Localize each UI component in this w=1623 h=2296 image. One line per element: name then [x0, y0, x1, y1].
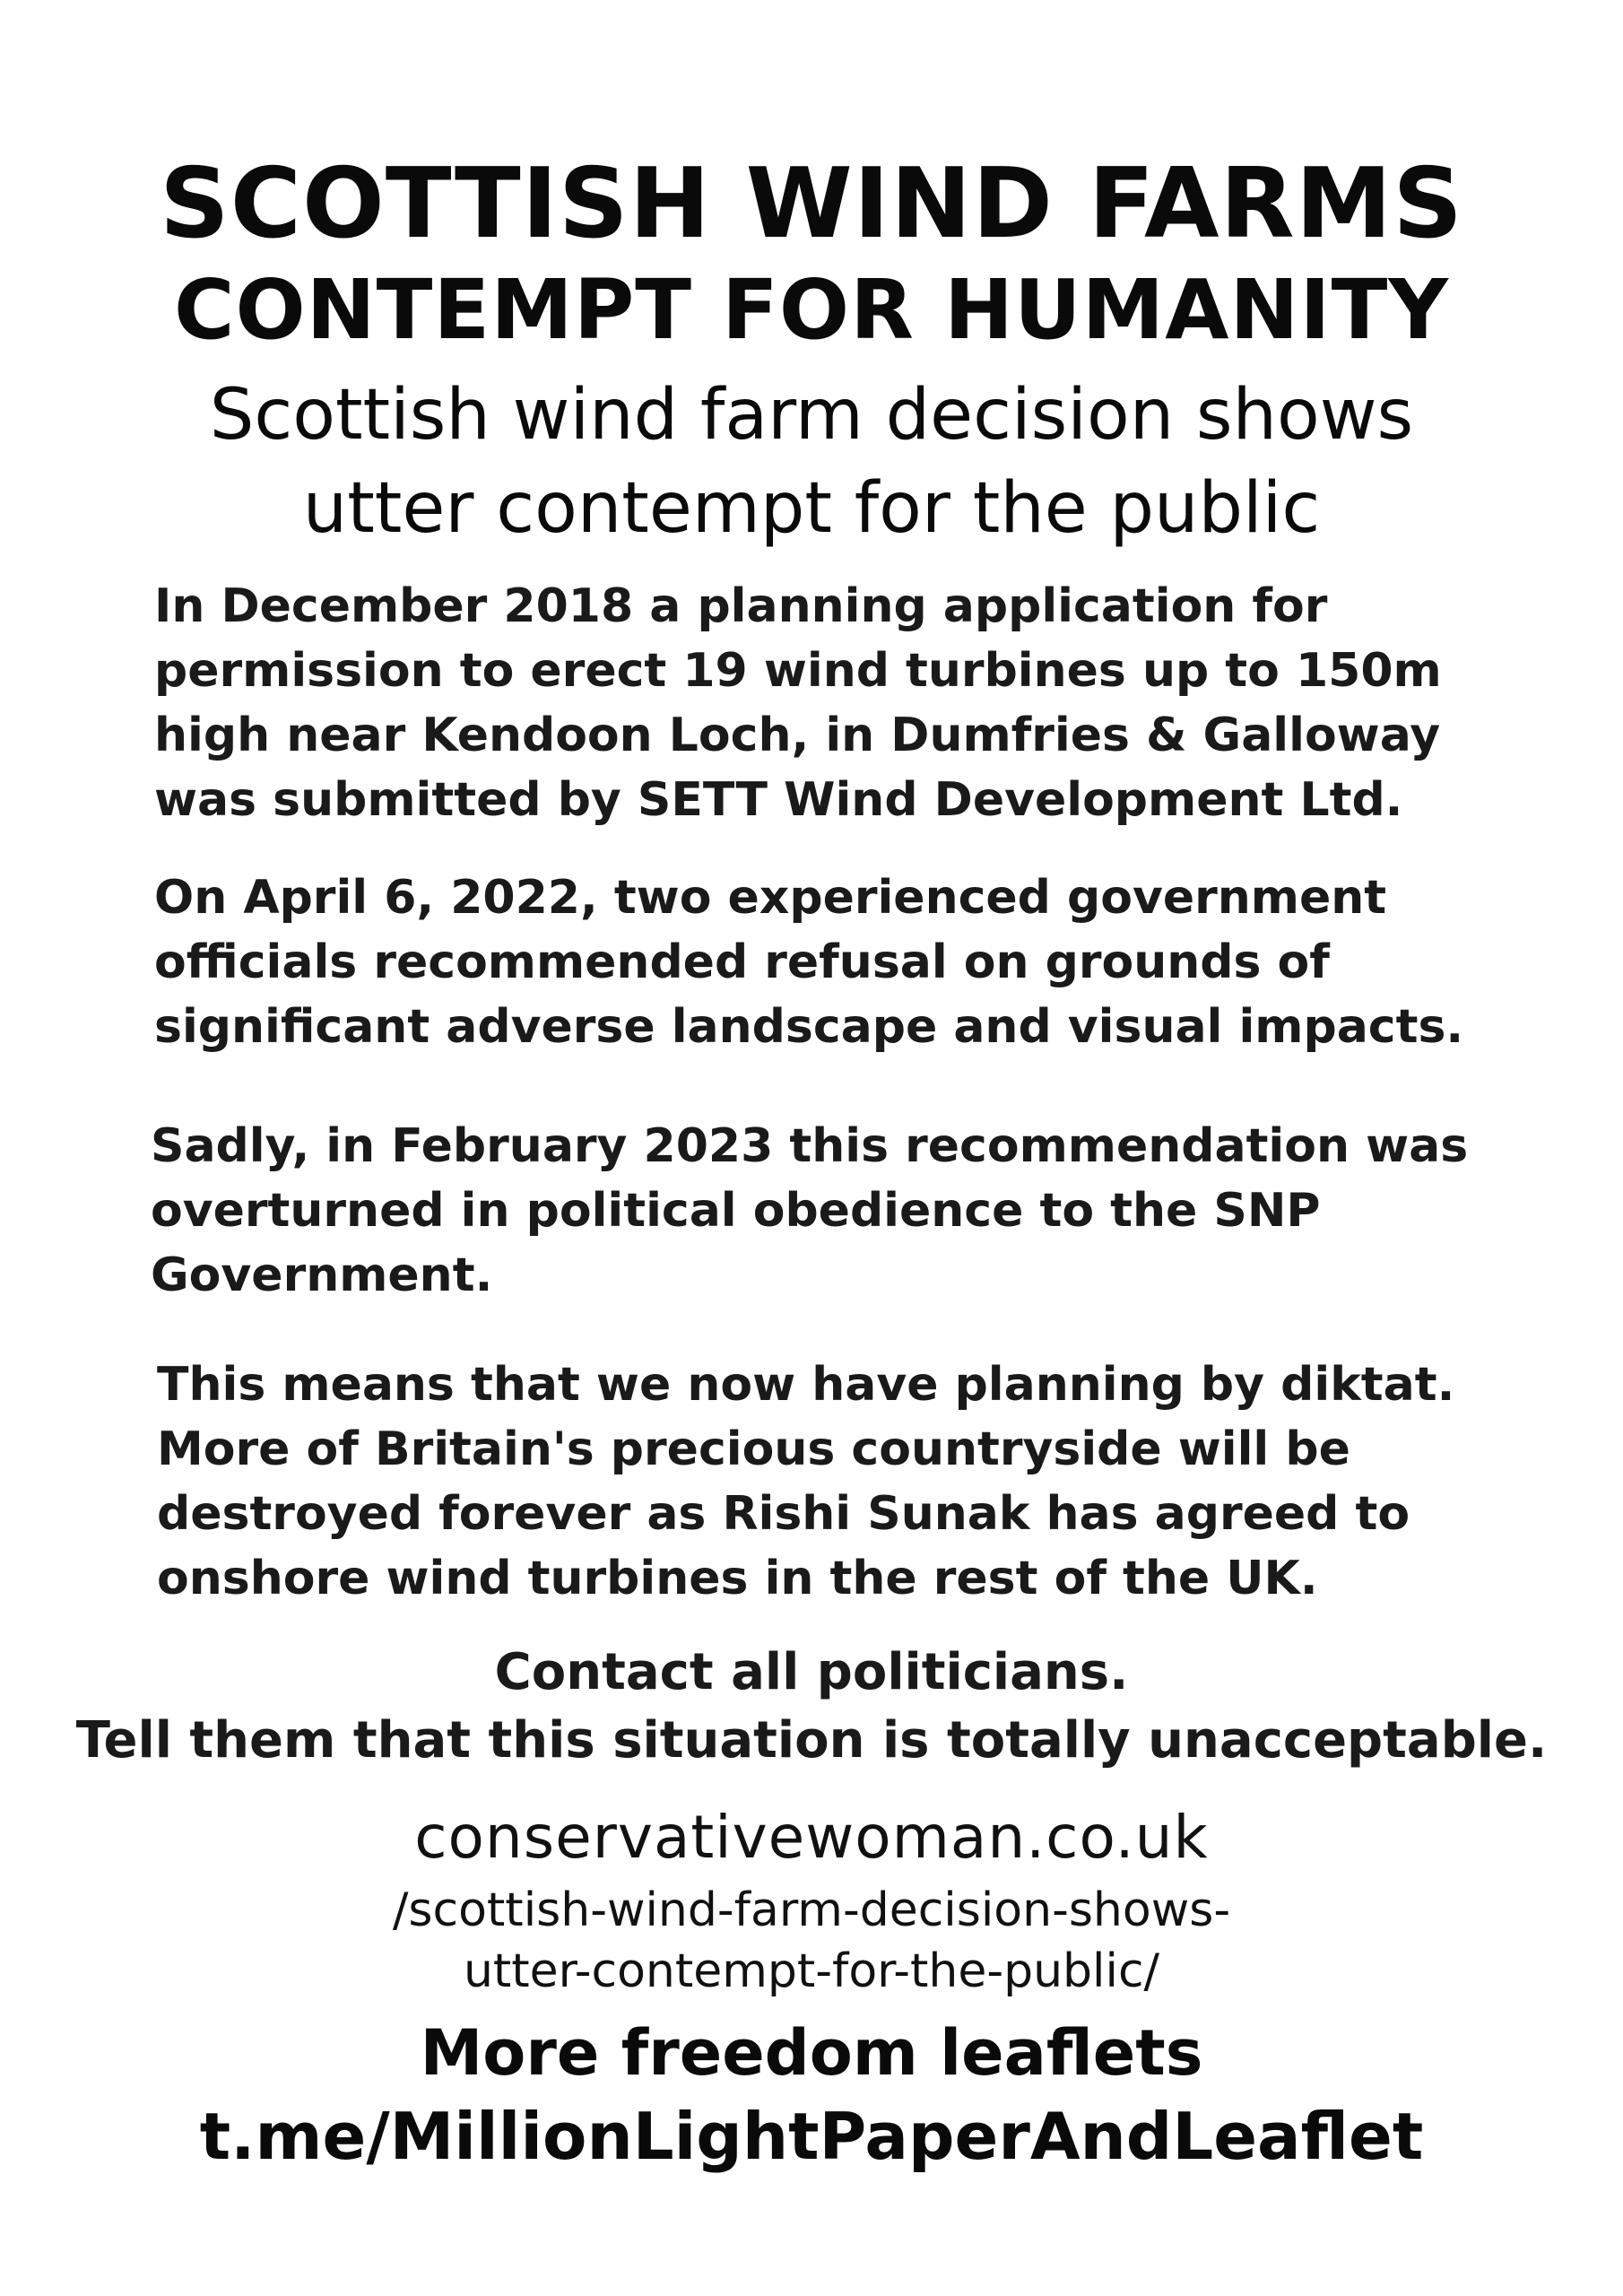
headline-line-1: SCOTTISH WIND FARMS — [160, 148, 1463, 260]
paragraph-line: This means that we now have planning by diktat. — [157, 1358, 1455, 1412]
paragraph-recommendation — [154, 865, 1463, 1059]
source-domain-link[interactable]: conservativewoman.co.uk — [414, 1803, 1209, 1872]
source-path-line-1[interactable]: /scottish-wind-farm-decision-shows- — [392, 1883, 1231, 1937]
paragraph-line: destroyed forever as Rishi Sunak has agreed to — [157, 1487, 1410, 1541]
paragraph-line: overturned in political obedience to the SNP — [151, 1184, 1321, 1238]
paragraph-line: More of Britain's precious countryside will be — [157, 1422, 1350, 1476]
paragraph-line: permission to erect 19 wind turbines up to 150m — [154, 644, 1442, 698]
paragraph-diktat — [157, 1352, 1454, 1611]
subtitle-line-1: Scottish wind farm decision shows — [209, 375, 1414, 456]
paragraph-application — [154, 574, 1442, 832]
paragraph-line: high near Kendoon Loch, in Dumfries & Galloway — [154, 709, 1441, 762]
paragraph-line: officials recommended refusal on grounds of — [154, 935, 1330, 989]
paragraph-overturned — [151, 1114, 1468, 1308]
paragraph-line: onshore wind turbines in the rest of the UK. — [157, 1552, 1318, 1605]
paragraph-line: significant adverse landscape and visual impacts. — [154, 1000, 1464, 1054]
paragraph-line: Government. — [151, 1248, 493, 1302]
telegram-channel-link[interactable]: t.me/MillionLightPaperAndLeaflet — [199, 2099, 1424, 2174]
source-path-line-2[interactable]: utter-contempt-for-the-public/ — [463, 1944, 1160, 1998]
more-leaflets-label: More freedom leaflets — [420, 2016, 1203, 2090]
paragraph-line: Sadly, in February 2023 this recommendation was — [151, 1119, 1469, 1173]
paragraph-line: On April 6, 2022, two experienced government — [154, 871, 1387, 925]
headline-line-2: CONTEMPT FOR HUMANITY — [173, 262, 1450, 358]
paragraph-line: In December 2018 a planning application for — [154, 579, 1328, 633]
call-to-action-line-2: Tell them that this situation is totally unacceptable. — [75, 1711, 1548, 1770]
paragraph-line: was submitted by SETT Wind Development Ltd. — [154, 773, 1403, 827]
call-to-action-line-1: Contact all politicians. — [494, 1643, 1129, 1701]
subtitle-line-2: utter contempt for the public — [302, 468, 1321, 549]
